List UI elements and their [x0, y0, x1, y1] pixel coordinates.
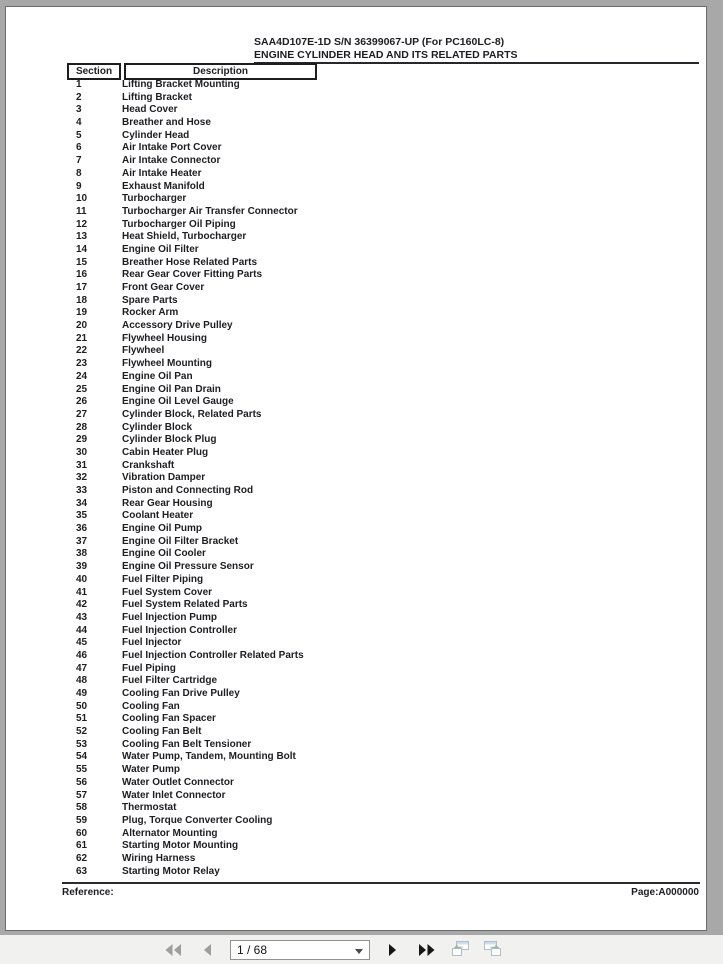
table-row: [67, 104, 627, 117]
table-row: [67, 231, 627, 244]
document-header: [254, 36, 699, 64]
table-row: [67, 625, 627, 638]
row-description: Fuel Filter Piping: [122, 573, 204, 585]
row-description: Water Pump, Tandem, Mounting Bolt: [122, 751, 296, 763]
row-section-number: 15: [76, 256, 88, 268]
row-description: Fuel System Cover: [122, 586, 213, 598]
table-row: [67, 307, 627, 320]
table-row: [67, 257, 627, 270]
row-section-number: 59: [76, 814, 88, 826]
row-description: Engine Oil Filter: [122, 243, 199, 255]
row-section-number: 26: [76, 396, 88, 408]
row-section-number: 50: [76, 700, 88, 712]
row-section-number: 39: [76, 561, 88, 573]
table-row: [67, 206, 627, 219]
row-description: Rocker Arm: [122, 307, 179, 319]
row-description: Water Outlet Connector: [122, 776, 234, 788]
table-row: [67, 193, 627, 206]
row-section-number: 60: [76, 827, 88, 839]
row-description: Fuel Injection Controller: [122, 624, 238, 636]
row-section-number: 6: [76, 142, 82, 154]
row-description: Wiring Harness: [122, 852, 196, 864]
row-description: Alternator Mounting: [122, 827, 218, 839]
row-section-number: 13: [76, 231, 88, 243]
parts-table-body: [67, 79, 627, 878]
row-description: Flywheel: [122, 345, 165, 357]
row-description: Accessory Drive Pulley: [122, 320, 233, 332]
row-section-number: 56: [76, 776, 88, 788]
table-row: [67, 434, 627, 447]
next-page-icon: [388, 943, 398, 957]
table-row: [67, 523, 627, 536]
row-section-number: 47: [76, 662, 88, 674]
row-section-number: 5: [76, 129, 82, 141]
table-row: [67, 295, 627, 308]
row-section-number: 38: [76, 548, 88, 560]
row-description: Front Gear Cover: [122, 282, 205, 293]
table-row: [67, 396, 627, 409]
table-row: [67, 790, 627, 803]
table-row: [67, 701, 627, 714]
table-row: [67, 333, 627, 346]
table-row: [67, 536, 627, 549]
row-description: Turbocharger Oil Piping: [122, 218, 236, 230]
table-row: [67, 675, 627, 688]
row-section-number: 45: [76, 637, 88, 649]
row-section-number: 51: [76, 713, 88, 725]
row-section-number: 62: [76, 852, 88, 864]
table-row: [67, 637, 627, 650]
row-section-number: 43: [76, 611, 88, 623]
document-title-model: SAA4D107E-1D S/N 36399067-UP (For PC160LC-8): [254, 36, 505, 48]
row-description: Air Intake Port Cover: [122, 142, 222, 154]
row-description: Flywheel Mounting: [122, 358, 212, 370]
row-section-number: 17: [76, 282, 88, 293]
row-description: Spare Parts: [122, 294, 178, 306]
last-page-button[interactable]: [415, 940, 439, 960]
row-description: Engine Oil Filter Bracket: [122, 535, 239, 547]
table-row: [67, 853, 627, 866]
table-row: [67, 460, 627, 473]
page-indicator: 1 / 68: [237, 942, 268, 957]
row-description: Cylinder Block, Related Parts: [122, 408, 262, 420]
table-row: [67, 663, 627, 676]
table-row: [67, 510, 627, 523]
row-description: Engine Oil Pan Drain: [122, 383, 221, 395]
row-section-number: 52: [76, 726, 88, 738]
table-row: [67, 79, 627, 92]
row-section-number: 30: [76, 446, 88, 458]
table-row: [67, 828, 627, 841]
row-section-number: 31: [76, 459, 88, 471]
row-section-number: 16: [76, 269, 88, 281]
row-description: Exhaust Manifold: [122, 180, 205, 192]
row-section-number: 11: [76, 205, 87, 217]
next-view-icon: [483, 940, 502, 960]
table-row: [67, 244, 627, 257]
row-section-number: 20: [76, 320, 88, 332]
table-row: [67, 282, 627, 295]
table-row: [67, 92, 627, 105]
row-description: Cooling Fan Spacer: [122, 713, 216, 725]
table-row: [67, 815, 627, 828]
table-row: [67, 181, 627, 194]
viewer-toolbar: [0, 935, 723, 964]
table-row: [67, 548, 627, 561]
row-section-number: 24: [76, 370, 88, 382]
table-row: [67, 320, 627, 333]
table-row: [67, 371, 627, 384]
row-description: Lifting Bracket: [122, 91, 193, 103]
table-row: [67, 751, 627, 764]
row-section-number: 22: [76, 345, 88, 357]
row-description: Fuel Injection Controller Related Parts: [122, 649, 304, 661]
row-section-number: 14: [76, 243, 88, 255]
table-row: [67, 485, 627, 498]
footer-reference-label: Reference:: [62, 887, 114, 898]
row-description: Cooling Fan Drive Pulley: [122, 688, 240, 699]
row-section-number: 46: [76, 649, 88, 661]
table-row: [67, 574, 627, 587]
row-description: Fuel Piping: [122, 662, 176, 674]
table-row: [67, 472, 627, 485]
row-description: Water Inlet Connector: [122, 789, 226, 801]
row-description: Plug, Torque Converter Cooling: [122, 814, 273, 826]
row-section-number: 3: [76, 104, 82, 116]
page-navigation: [156, 940, 508, 960]
row-description: Starting Motor Relay: [122, 865, 220, 877]
row-section-number: 42: [76, 599, 88, 611]
row-section-number: 10: [76, 193, 88, 205]
row-description: Air Intake Heater: [122, 167, 202, 179]
table-row: [67, 866, 627, 879]
row-description: Crankshaft: [122, 459, 175, 471]
row-section-number: 36: [76, 523, 88, 535]
table-row: [67, 650, 627, 663]
table-row: [67, 358, 627, 371]
row-description: Flywheel Housing: [122, 332, 208, 344]
table-row: [67, 409, 627, 422]
row-section-number: 8: [76, 167, 82, 179]
row-section-number: 49: [76, 688, 88, 699]
row-description: Cylinder Head: [122, 129, 190, 141]
chevron-down-icon: [355, 949, 363, 954]
row-description: Cylinder Block Plug: [122, 434, 217, 446]
table-row: [67, 802, 627, 815]
table-row: [67, 447, 627, 460]
row-description: Fuel Filter Cartridge: [122, 675, 218, 687]
row-section-number: 7: [76, 155, 82, 167]
row-description: Cooling Fan: [122, 700, 180, 712]
table-row: [67, 422, 627, 435]
row-section-number: 34: [76, 497, 88, 509]
row-description: Cooling Fan Belt: [122, 726, 202, 738]
row-section-number: 28: [76, 421, 88, 433]
row-description: Rear Gear Cover Fitting Parts: [122, 269, 263, 281]
table-row: [67, 269, 627, 282]
table-row: [67, 219, 627, 232]
row-section-number: 1: [76, 79, 82, 90]
row-section-number: 29: [76, 434, 88, 446]
row-description: Engine Oil Pressure Sensor: [122, 561, 254, 573]
next-page-button[interactable]: [381, 940, 405, 960]
row-section-number: 55: [76, 764, 88, 776]
row-section-number: 21: [76, 332, 88, 344]
row-section-number: 37: [76, 535, 88, 547]
row-section-number: 40: [76, 573, 88, 585]
row-section-number: 4: [76, 117, 82, 129]
row-section-number: 53: [76, 738, 88, 750]
table-row: [67, 777, 627, 790]
first-page-button[interactable]: [161, 940, 185, 960]
row-description: Cabin Heater Plug: [122, 446, 209, 458]
document-page: [5, 6, 707, 931]
table-row: [67, 142, 627, 155]
table-row: [67, 612, 627, 625]
row-description: Fuel System Related Parts: [122, 599, 248, 611]
row-section-number: 2: [76, 91, 82, 103]
row-section-number: 58: [76, 802, 88, 814]
table-row: [67, 764, 627, 777]
row-description: Vibration Damper: [122, 472, 206, 484]
row-section-number: 48: [76, 675, 88, 687]
table-row: [67, 117, 627, 130]
row-section-number: 25: [76, 383, 88, 395]
table-row: [67, 168, 627, 181]
row-description: Breather Hose Related Parts: [122, 256, 258, 268]
table-row: [67, 688, 627, 701]
row-description: Head Cover: [122, 104, 178, 116]
row-description: Piston and Connecting Rod: [122, 485, 254, 496]
last-page-icon: [418, 943, 436, 957]
previous-page-button[interactable]: [195, 940, 219, 960]
row-description: Turbocharger Air Transfer Connector: [122, 205, 298, 217]
row-description: Fuel Injector: [122, 637, 182, 649]
column-header-section: Section: [67, 63, 121, 80]
table-row: [67, 498, 627, 511]
table-row: [67, 384, 627, 397]
previous-view-button[interactable]: [449, 940, 471, 960]
row-section-number: 12: [76, 218, 88, 230]
row-description: Turbocharger: [122, 193, 187, 205]
document-title-section: ENGINE CYLINDER HEAD AND ITS RELATED PARTS: [254, 49, 699, 65]
table-row: [67, 561, 627, 574]
table-row: [67, 739, 627, 752]
row-description: Coolant Heater: [122, 510, 194, 522]
row-description: Engine Oil Pump: [122, 523, 203, 535]
row-description: Fuel Injection Pump: [122, 611, 218, 623]
row-description: Breather and Hose: [122, 117, 211, 129]
row-section-number: 61: [76, 840, 88, 852]
row-section-number: 18: [76, 294, 88, 306]
previous-view-icon: [451, 940, 470, 960]
row-description: Air Intake Connector: [122, 155, 221, 167]
row-description: Engine Oil Cooler: [122, 548, 206, 560]
table-row: [67, 713, 627, 726]
row-description: Starting Motor Mounting: [122, 840, 239, 852]
row-section-number: 44: [76, 624, 88, 636]
row-description: Rear Gear Housing: [122, 497, 213, 509]
previous-page-icon: [202, 943, 212, 957]
row-section-number: 41: [76, 586, 88, 598]
row-description: Thermostat: [122, 802, 177, 814]
parts-table-header: [67, 63, 317, 80]
table-row: [67, 345, 627, 358]
table-row: [67, 726, 627, 739]
row-description: Engine Oil Level Gauge: [122, 396, 234, 408]
row-section-number: 27: [76, 408, 88, 420]
row-section-number: 32: [76, 472, 88, 484]
table-row: [67, 840, 627, 853]
row-section-number: 23: [76, 358, 88, 370]
table-row: [67, 587, 627, 600]
page-number-dropdown[interactable]: [230, 940, 370, 960]
table-row: [67, 155, 627, 168]
row-section-number: 9: [76, 180, 82, 192]
table-row: [67, 599, 627, 612]
row-description: Water Pump: [122, 764, 180, 776]
row-description: Engine Oil Pan: [122, 370, 193, 382]
column-header-description: Description: [124, 63, 317, 80]
row-description: Cooling Fan Belt Tensioner: [122, 738, 252, 750]
row-section-number: 54: [76, 751, 88, 763]
next-view-button[interactable]: [481, 940, 503, 960]
row-section-number: 19: [76, 307, 88, 319]
first-page-icon: [164, 943, 182, 957]
table-row: [67, 130, 627, 143]
footer-page-number: Page:A000000: [631, 887, 699, 898]
footer-divider: [62, 882, 700, 884]
row-description: Heat Shield, Turbocharger: [122, 231, 247, 243]
row-description: Cylinder Block: [122, 421, 193, 433]
row-section-number: 63: [76, 865, 88, 877]
row-description: Lifting Bracket Mounting: [122, 79, 240, 90]
row-section-number: 33: [76, 485, 88, 496]
row-section-number: 35: [76, 510, 88, 522]
row-section-number: 57: [76, 789, 88, 801]
